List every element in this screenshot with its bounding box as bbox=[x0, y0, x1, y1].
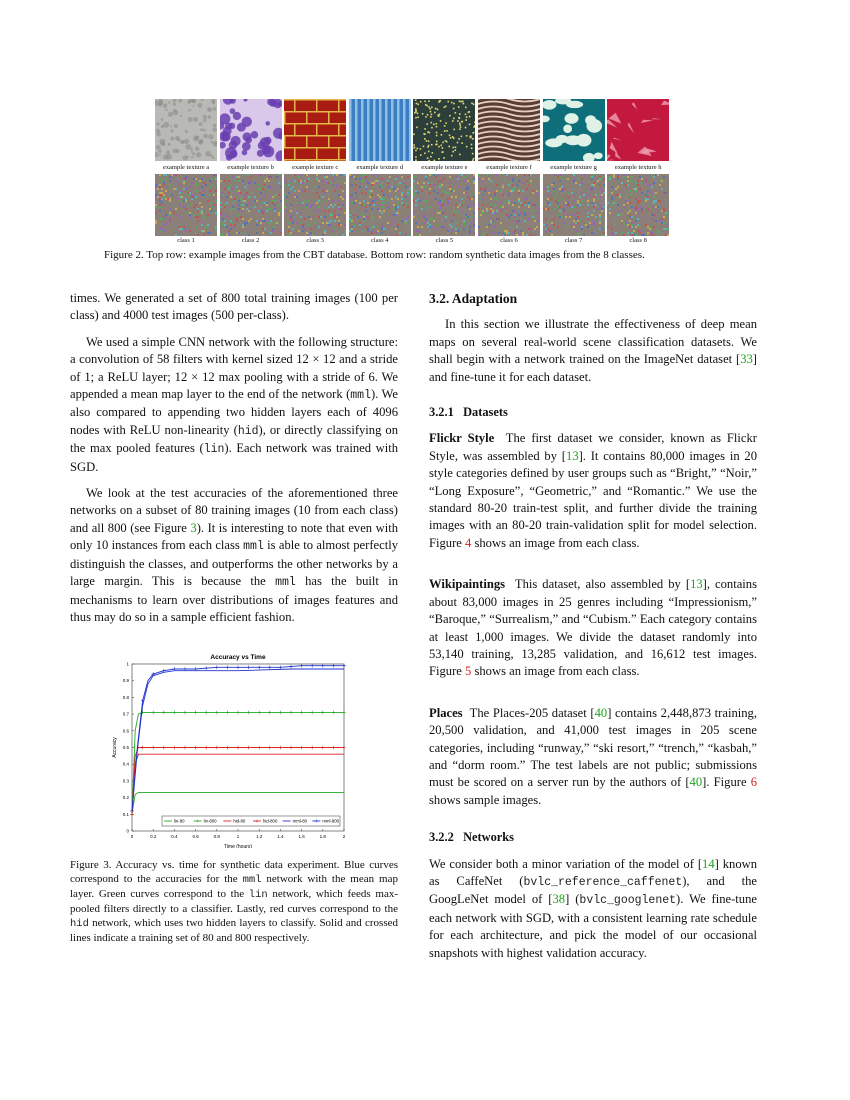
ref-14-link[interactable]: 14 bbox=[702, 856, 715, 871]
figure-3-link[interactable]: 3 bbox=[190, 520, 197, 535]
texture-image bbox=[349, 99, 411, 161]
legend-entry: lin-80 bbox=[174, 818, 185, 824]
legend-entry: mml-80 bbox=[292, 818, 307, 824]
class-label: class 6 bbox=[500, 237, 518, 244]
synthetic-image bbox=[155, 174, 217, 236]
texture-image bbox=[478, 99, 540, 161]
paragraph-places: Places The Places-205 dataset [40] contains 2,448,873 training, 20,500 validation, and 41,000 test images in 205 scene categories, including “runway,” “ski resort,” “trench,” “kasbah,” and “dorm room.” The test labels are not public; submissions must be scored on a server run by the authors of [40]. Figure 6 shows sample images. bbox=[429, 705, 757, 807]
x-tick-label: 1.4 bbox=[277, 834, 284, 839]
texture-image bbox=[543, 99, 605, 161]
ref-13-link[interactable]: 13 bbox=[566, 448, 579, 463]
class-label: class 8 bbox=[629, 237, 647, 244]
paragraph-accuracy: We look at the test accuracies of the aforementioned three networks on a subset of 80 training images (10 from each class) and all 800 (see Figure 3). It is interesting to note that even with only 10 instances from each class mml is able to almost perfectly distinguish the classes, and outperforms the other networks by a large margin. This is because the mml has the built in mechanisms to learn over distributions of images features and thus may do so in a sample efficient fashion. bbox=[70, 486, 398, 624]
texture-label: example texture e bbox=[421, 164, 468, 171]
x-tick-label: 0 bbox=[130, 834, 134, 839]
y-tick-label: 0.8 bbox=[122, 694, 129, 700]
class-label: class 5 bbox=[435, 237, 454, 244]
y-tick-label: 0 bbox=[126, 828, 129, 834]
paragraph-cnn: We used a simple CNN network with the following structure: a convolution of 58 filters with kernel sized 12 × 12 and a stride of 1; a ReLU layer; 12 × 12 max pooling with a stride of 6. We appended a mean map layer to the end of the network (mml). We also compared to appending two hidden layers each of 4096 nodes with ReLU non-linearity (hid), or directly classifying on the max pooled features (lin). Each network was trained with SGD. bbox=[70, 334, 398, 474]
subsection-networks-heading: 3.2.2 Networks bbox=[429, 830, 515, 845]
legend-entry: lin-800 bbox=[203, 818, 217, 824]
y-tick-label: 0.5 bbox=[122, 745, 129, 750]
synthetic-image bbox=[349, 174, 411, 236]
texture-label: example texture g bbox=[550, 164, 597, 171]
x-tick-label: 2 bbox=[342, 834, 346, 839]
texture-label: example texture d bbox=[356, 164, 404, 171]
ref-38-link[interactable]: 38 bbox=[552, 892, 566, 907]
y-tick-label: 0.3 bbox=[122, 778, 129, 784]
y-tick-label: 0.6 bbox=[122, 728, 129, 734]
section-adaptation-heading: 3.2. Adaptation bbox=[429, 291, 518, 306]
figure-6-link[interactable]: 6 bbox=[750, 775, 757, 790]
class-label: class 3 bbox=[306, 237, 324, 244]
legend-entry: hid-80 bbox=[233, 818, 246, 824]
y-tick-label: 0.9 bbox=[122, 678, 129, 684]
paragraph-flickr: Flickr Style The first dataset we consider, known as Flickr Style, was assembled by [13]. It contains 80,000 images in 20 style categories defined by user groups such as “Bright,” “Noir,” “Long Exposure”, “Geometric,” and “Romantic.” We use the standard 80-20 train-test split, and further divide the training images with an 80-20 train-validation split for model selection. Figure 4 shows an image from each class. bbox=[429, 431, 761, 550]
paragraph-adaptation: In this section we illustrate the effectiveness of deep mean maps on several real-world scene classification datasets. We shall begin with a network trained on the ImageNet dataset [33] and fine-tune it for each dataset. bbox=[429, 317, 757, 384]
texture-image bbox=[155, 99, 217, 161]
subsection-datasets-heading: 3.2.1 Datasets bbox=[429, 405, 508, 420]
x-tick-label: 1.2 bbox=[256, 834, 263, 839]
texture-label: example texture b bbox=[227, 164, 274, 171]
y-tick-label: 1 bbox=[126, 661, 129, 667]
figure-2 bbox=[0, 0, 850, 270]
ref-40-link[interactable]: 40 bbox=[594, 705, 608, 720]
paragraph-networks: We consider both a minor variation of the model of [14] known as CaffeNet (bvlc_reference_caffenet), and the GoogLeNet model of [38] (bvlc_googlenet). We fine-tune each network with SGD, with a consistent learning rate schedule for each architecture, and pick the model of our occasional snapshots with highest validation accuracy. bbox=[429, 856, 758, 960]
x-tick-label: 1.8 bbox=[319, 834, 326, 839]
class-label: class 1 bbox=[177, 237, 195, 244]
synthetic-image bbox=[607, 174, 669, 236]
class-label: class 4 bbox=[371, 237, 389, 244]
texture-label: example texture f bbox=[486, 164, 532, 171]
ref-13-link-2[interactable]: 13 bbox=[690, 577, 703, 592]
x-tick-label: 0.6 bbox=[192, 834, 199, 839]
texture-label: example texture h bbox=[614, 164, 662, 171]
figure-4-link[interactable]: 4 bbox=[465, 535, 472, 550]
texture-image bbox=[284, 99, 346, 161]
texture-image bbox=[413, 99, 475, 161]
legend-entry: hid-800 bbox=[263, 818, 278, 824]
x-tick-label: 1.6 bbox=[298, 834, 305, 839]
x-tick-label: 0.2 bbox=[150, 834, 157, 839]
figure-5-link[interactable]: 5 bbox=[465, 664, 472, 679]
y-tick-label: 0.2 bbox=[122, 795, 129, 801]
texture-label: example texture c bbox=[292, 164, 339, 171]
figure-2-caption: Figure 2. Top row: example images from the CBT database. Bottom row: random synthetic data images from the 8 classes. bbox=[104, 249, 645, 261]
class-label: class 7 bbox=[564, 237, 583, 244]
y-tick-label: 0.4 bbox=[122, 761, 129, 767]
y-tick-label: 0.7 bbox=[122, 711, 129, 717]
synthetic-image bbox=[543, 174, 605, 236]
synthetic-image bbox=[284, 174, 346, 236]
x-tick-label: 0.8 bbox=[213, 834, 220, 839]
texture-image bbox=[220, 99, 282, 161]
figure-3-caption: Figure 3. Accuracy vs. time for synthetic data experiment. Blue curves correspond to the accuracies for the mml network with the mean map layer. Green curves correspond to the lin network, which feeds max-pooled filters directly to a classifier. Lastly, red curves correspond to the hid network, which uses two hidden layers to classify. Solid and crossed lines indicate a training set of 80 and 800 respectively. bbox=[70, 859, 398, 944]
synthetic-image bbox=[220, 174, 282, 236]
ref-40-link-2[interactable]: 40 bbox=[689, 775, 703, 790]
synthetic-image bbox=[413, 174, 475, 236]
x-tick-label: 1 bbox=[236, 834, 240, 839]
class-label: class 2 bbox=[241, 237, 260, 244]
y-axis-label: Accuracy bbox=[112, 737, 118, 758]
ref-33-link[interactable]: 33 bbox=[740, 352, 753, 367]
synthetic-image bbox=[478, 174, 540, 236]
paragraph-continued: times. We generated a set of 800 total training images (100 per class) and 4000 test images (500 per-class). bbox=[70, 291, 398, 323]
x-axis-label: Time (hours) bbox=[223, 844, 253, 848]
texture-image bbox=[607, 99, 669, 161]
accuracy-chart bbox=[108, 648, 358, 848]
texture-label: example texture a bbox=[162, 164, 210, 171]
left-column bbox=[70, 290, 398, 626]
x-tick-label: 0.4 bbox=[171, 834, 178, 839]
legend-entry: mml-800 bbox=[322, 818, 340, 824]
y-tick-label: 0.1 bbox=[122, 811, 129, 817]
chart-title: Accuracy vs Time bbox=[210, 654, 266, 661]
right-column bbox=[429, 290, 761, 962]
paragraph-wikipaintings: Wikipaintings This dataset, also assembled by [13], contains about 83,000 images in 25 genres including “Impressionism,” “Baroque,” “Surrealism,” and “Cubism.” Each category contains at least 1,000 images. We divide the dataset randomly into 53,140 training, 13,285 validation, and 16,612 test images. Figure 5 shows an image from each class. bbox=[429, 577, 757, 679]
